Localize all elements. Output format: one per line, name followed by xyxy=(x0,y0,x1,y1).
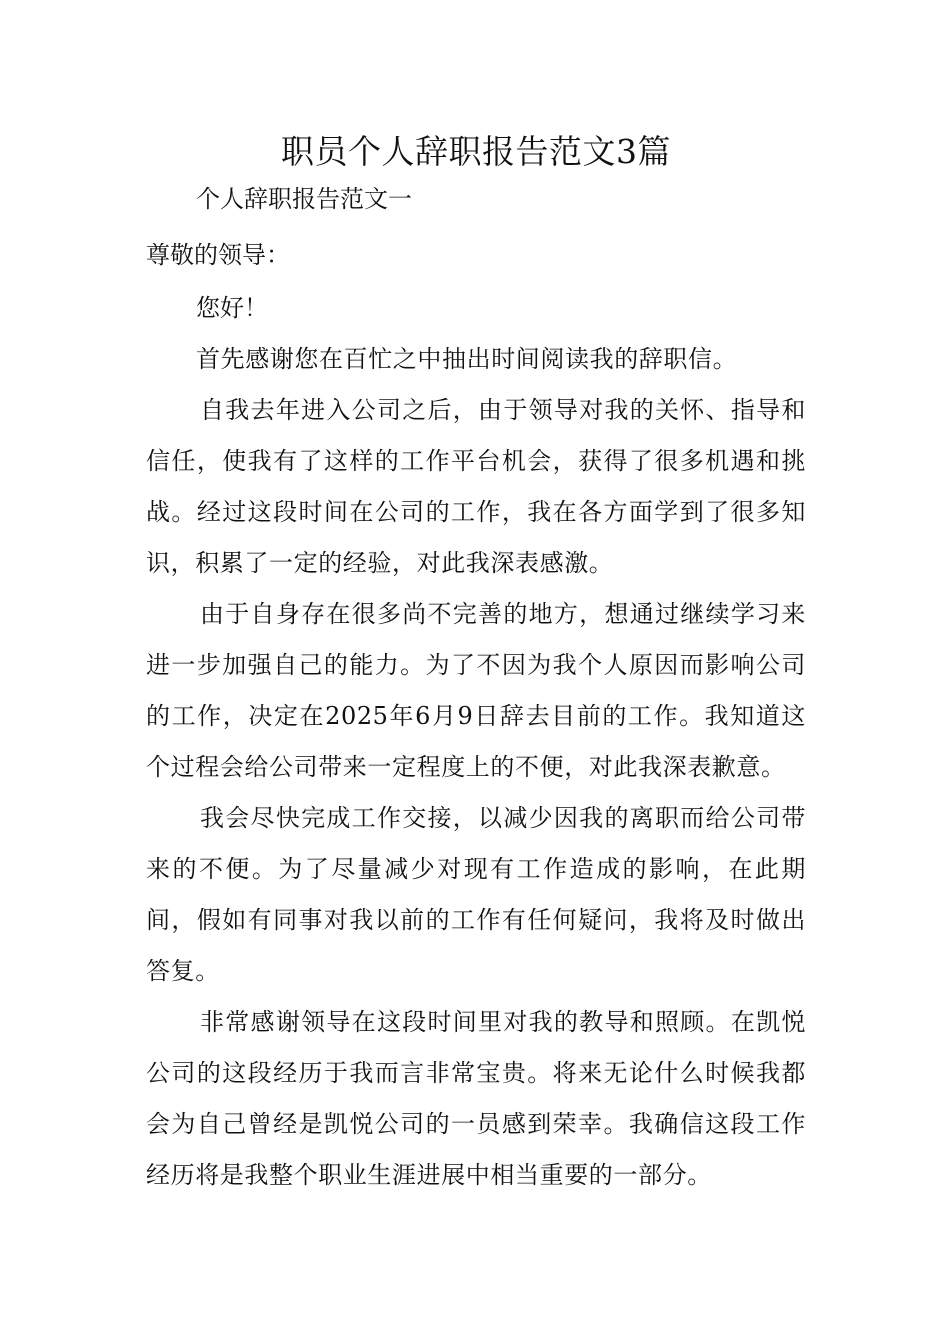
salutation: 尊敬的领导： xyxy=(146,241,290,269)
section-subtitle: 个人辞职报告范文一 xyxy=(196,185,412,213)
paragraph-4: 我会尽快完成工作交接，以减少因我的离职而给公司带来的不便。为了尽量减少对现有工作造成的影响，在此期间，假如有同事对我以前的工作有任何疑问，我将及时做出答复。 xyxy=(146,804,806,985)
paragraph-3: 由于自身存在很多尚不完善的地方，想通过继续学习来进一步加强自己的能力。为了不因为我个人原因而影响公司的工作，决定在2025年6月9日辞去目前的工作。我知道这个过程会给公司带来一定程度上的不便，对此我深表歉意。 xyxy=(146,600,806,781)
paragraph-5: 非常感谢领导在这段时间里对我的教导和照顾。在凯悦公司的这段经历于我而言非常宝贵。将来无论什么时候我都会为自己曾经是凯悦公司的一员感到荣幸。我确信这段工作经历将是我整个职业生涯进展中相当重要的一部分。 xyxy=(146,1008,806,1189)
document-title: 职员个人辞职报告范文3篇 xyxy=(281,132,671,171)
paragraph-2: 自我去年进入公司之后，由于领导对我的关怀、指导和信任，使我有了这样的工作平台机会，获得了很多机遇和挑战。经过这段时间在公司的工作，我在各方面学到了很多知识，积累了一定的经验，对此我深表感激。 xyxy=(146,396,806,577)
greeting: 您好！ xyxy=(196,294,268,322)
document-page xyxy=(146,124,806,1201)
paragraph-1: 首先感谢您在百忙之中抽出时间阅读我的辞职信。 xyxy=(196,345,738,373)
